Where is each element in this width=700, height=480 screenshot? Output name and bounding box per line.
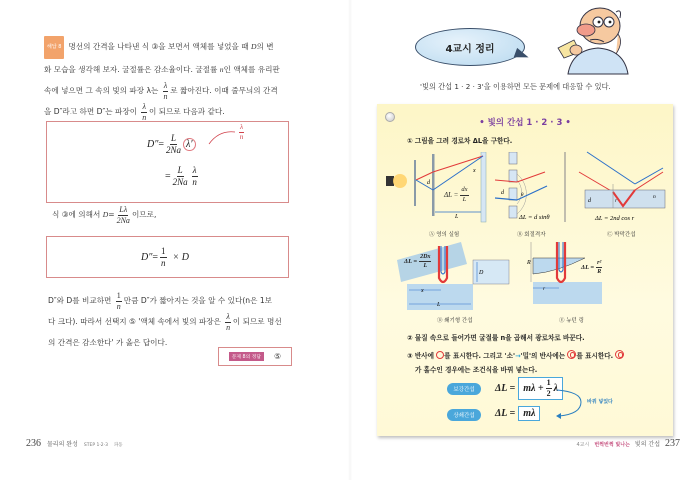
text: 를 표시한다. — [576, 352, 616, 360]
label-L: L — [437, 302, 441, 308]
label-r: r — [615, 199, 617, 204]
fraction-den: n — [142, 112, 147, 122]
wedge-formula — [404, 254, 433, 269]
answer-value: ⑤ — [274, 352, 282, 361]
var: n — [219, 65, 224, 74]
label-L: L — [455, 214, 459, 220]
eq-sign: = — [158, 139, 165, 150]
step-label: STEP 1·2·3 — [83, 443, 108, 448]
fraction-den: L — [462, 195, 467, 203]
fraction-num: 1 — [161, 246, 166, 256]
right-page — [350, 0, 700, 480]
card-title: • 빛의 간섭 1 · 2 · 3 • — [479, 118, 571, 128]
text: ③ 반사에 — [407, 352, 437, 360]
text: 속에 넣으면 그 속의 빛의 파장 λ는 — [44, 86, 161, 95]
caption-young: Ⓐ 영의 실험 — [429, 232, 460, 238]
caption-thin-film: Ⓒ 박막간섭 — [607, 232, 636, 238]
step-3-line-2: 가 홀수인 경우에는 조건식을 바꿔 넣는다. — [415, 366, 538, 374]
fraction-den: L — [423, 263, 428, 269]
formula-lhs: ΔL = — [581, 264, 595, 271]
text: 인 액체를 유리판 — [223, 65, 280, 74]
text: 식 ③에 의해서 — [52, 210, 103, 219]
equation-line-2 — [165, 166, 200, 187]
label-R: R — [527, 260, 531, 266]
answer-tag: 문제 8의 정답 — [229, 352, 264, 361]
page-footer-left — [26, 438, 123, 449]
fraction-num: Lλ — [119, 204, 128, 214]
section-label: 파동 — [113, 443, 123, 448]
wedge-interference-diagram — [397, 242, 517, 312]
fraction — [117, 206, 130, 225]
solution-paragraph-3 — [48, 290, 323, 353]
cond-term: mλ + — [523, 383, 544, 394]
paragraph-line — [44, 36, 314, 59]
cond-box: mλ — [518, 406, 540, 421]
lambda-prime-circled: λ′ — [183, 138, 196, 151]
text: 이 되므로 명선 — [232, 317, 282, 326]
label-x: x — [473, 168, 476, 174]
step-2-text: ② 물질 속으로 들어가면 굴절률 n을 곱해서 광로차로 바꾼다. — [407, 334, 585, 342]
cartoon-professor-icon — [528, 4, 638, 76]
label-d: d — [501, 190, 504, 196]
section-label: 4교시 — [576, 442, 590, 448]
text: 의 간격은 감소한다' 가 옳은 답이다. — [48, 338, 168, 347]
fraction — [173, 166, 188, 187]
fraction-num: λ — [226, 311, 230, 321]
text: 이 되므로 다음과 같다. — [148, 107, 225, 116]
caption-grating: Ⓑ 회절격자 — [517, 232, 546, 238]
cond-lhs: ΔL = — [495, 408, 516, 419]
newton-formula — [581, 260, 604, 275]
fraction — [141, 103, 146, 122]
fraction-num: L — [171, 133, 177, 143]
fraction-num: λ — [240, 123, 244, 131]
fraction-den: R — [597, 269, 602, 275]
page-number: 237 — [665, 438, 680, 449]
formula-lhs: ΔL = — [444, 191, 459, 199]
fraction-den: n — [161, 258, 166, 268]
text: 로 짧아진다. 이때 줄무늬의 간격 — [170, 86, 278, 95]
double-circle-icon — [615, 350, 624, 359]
fraction — [546, 379, 552, 398]
step-3-text — [407, 350, 624, 360]
fraction-den: 2Na — [166, 145, 182, 155]
solution-paragraph-1 — [44, 36, 314, 122]
formula-lhs: ΔL = — [404, 258, 418, 265]
var: D — [251, 42, 257, 51]
destructive-pill: 상쇄간섭 — [447, 409, 481, 421]
fraction-den: 2 — [546, 389, 551, 398]
fraction-num: λ — [192, 165, 197, 175]
thin-film-diagram — [577, 150, 669, 228]
lamp-icon — [393, 174, 407, 188]
chapter-label: 번쩍번쩍 빛나는 — [594, 442, 630, 448]
text: 을 D″라고 하면 D″는 파장이 — [44, 107, 140, 116]
eq-sign: = — [152, 252, 159, 263]
swap-label: 바꿔 넣었다 — [587, 399, 613, 405]
paragraph-line — [44, 59, 314, 80]
equation-line-1 — [147, 134, 196, 155]
caption-wedge: Ⓓ 쐐기형 간섭 — [437, 318, 473, 324]
summary-card — [377, 104, 673, 436]
fraction — [419, 254, 431, 269]
young-experiment-diagram — [383, 152, 493, 232]
cond-lhs: ΔL = — [495, 383, 516, 394]
cond-tail: λ — [553, 383, 559, 394]
eq-lhs: D″ — [147, 139, 159, 150]
fraction-den: n — [226, 322, 231, 332]
var: D — [102, 210, 109, 219]
fraction-num: λ — [163, 80, 168, 90]
eq-sign: = — [165, 171, 171, 182]
paragraph-line — [48, 290, 323, 311]
eq-lhs: D″ — [141, 252, 153, 263]
fraction-num: dx — [460, 187, 468, 196]
text: D″와 D를 비교하면 — [48, 296, 114, 305]
constructive-condition — [495, 377, 563, 400]
text: 이므로, — [131, 210, 157, 219]
fraction-num: 2Dx — [420, 254, 431, 260]
fraction — [596, 260, 602, 275]
text: '밀'의 반사에는 — [520, 352, 568, 360]
fraction-den: 2Na — [116, 215, 130, 225]
arrow-right-icon: → — [515, 352, 521, 360]
label-d: d — [427, 180, 430, 186]
fraction-num: λ — [142, 101, 146, 111]
text: 를 표시한다. 그리고 '소' — [444, 352, 516, 360]
speech-bubble — [415, 28, 525, 66]
diffraction-grating-diagram — [495, 152, 575, 232]
caption-newton: Ⓔ 뉴턴 링 — [559, 318, 584, 324]
fraction-num: r² — [597, 260, 602, 266]
text: 의 변 — [256, 42, 274, 51]
fraction-num: L — [177, 165, 183, 175]
topic-label: 빛의 간섭 — [634, 441, 660, 448]
grating-formula: ΔL = d sinθ — [519, 214, 550, 221]
text: 다 크다). 따라서 선택지 ⑤ '액체 속에서 빛의 파장은 — [48, 317, 224, 326]
swap-arrow-icon — [555, 386, 587, 420]
text: 화 모습을 생각해 보자. 굴절률은 감소율이다. 굴절률 — [44, 65, 220, 74]
page-number: 236 — [26, 438, 41, 449]
paragraph-line — [44, 80, 314, 101]
thin-film-formula: ΔL = 2nd cos r — [595, 215, 635, 222]
fraction — [163, 82, 168, 101]
equation-box-2 — [46, 236, 289, 278]
step-1-text: ① 그림을 그려 경로차 ΔL을 구한다. — [407, 137, 513, 145]
equation-box-1 — [46, 121, 289, 203]
fraction-num: 1 — [546, 378, 551, 387]
fraction — [460, 187, 468, 203]
destructive-condition — [495, 406, 540, 421]
fraction — [225, 313, 230, 332]
paragraph-line — [48, 311, 323, 332]
text: 만큼 D″가 짧아지는 것을 알 수 있다(n은 1보 — [123, 296, 273, 305]
fraction-den: 2Na — [172, 177, 188, 187]
intro-text: '빛의 간섭 1 · 2 · 3'을 이용하면 모든 문제에 대응할 수 있다. — [420, 82, 611, 91]
young-formula — [444, 187, 471, 203]
label-d: d — [588, 198, 591, 204]
fraction-den: n — [239, 133, 244, 141]
paragraph-line — [44, 101, 314, 122]
answer-box — [218, 347, 292, 366]
book-title: 물리의 완성 — [47, 441, 78, 448]
label-theta: θ — [521, 193, 524, 198]
solution-paragraph-2 — [52, 204, 322, 225]
text: 명선의 간격을 나타낸 식 ③을 보면서 액체를 넣었을 때 — [68, 42, 252, 51]
equation-line — [141, 247, 189, 268]
fraction-den: n — [116, 301, 121, 311]
label-n: n — [653, 194, 656, 200]
annotation-fraction — [237, 124, 246, 141]
constructive-pill: 보강간섭 — [447, 383, 481, 395]
eq-sign: = — [108, 210, 115, 219]
fraction — [239, 124, 244, 141]
label-D: D — [479, 270, 484, 276]
fraction — [192, 166, 198, 187]
label-x: x — [421, 288, 424, 294]
fraction-den: n — [163, 91, 168, 101]
label-r: r — [543, 286, 546, 292]
fraction — [166, 134, 181, 155]
fraction — [160, 247, 167, 268]
fraction — [116, 292, 122, 311]
page-footer-right — [577, 438, 681, 449]
eq-rhs: × D — [172, 252, 190, 263]
bubble-text: 4교시 정리 — [445, 43, 495, 55]
solution-tag: 해답 8 — [44, 36, 64, 59]
fraction-den: n — [192, 177, 197, 187]
fraction-num: 1 — [116, 290, 121, 300]
